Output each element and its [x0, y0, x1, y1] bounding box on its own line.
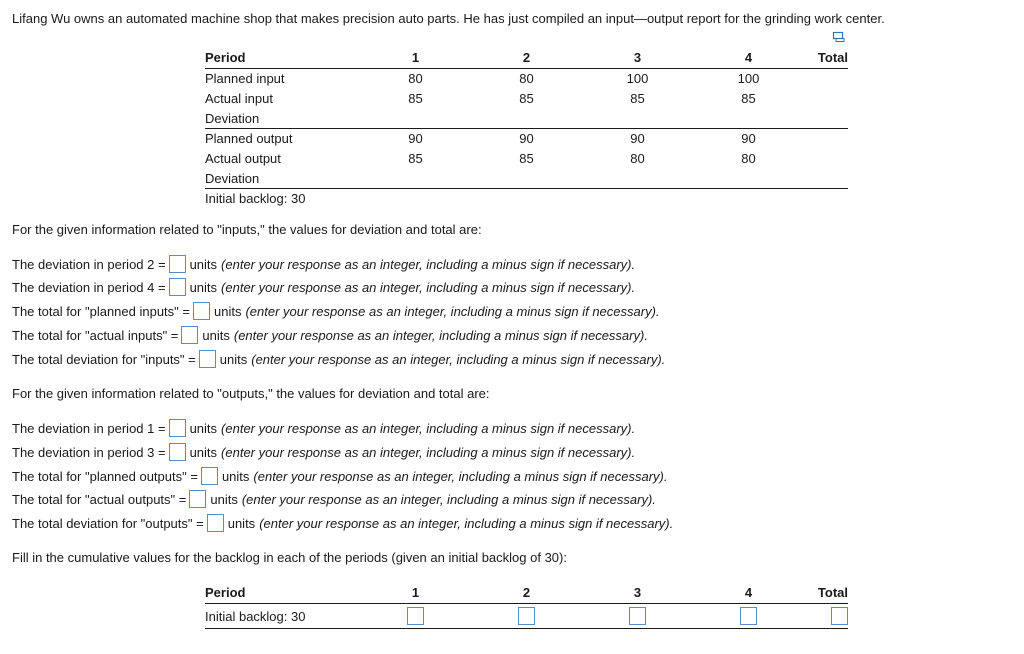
copy-icon[interactable]: [832, 30, 846, 44]
units-label: units: [189, 256, 218, 272]
row-label: Deviation: [205, 168, 360, 188]
cell: [693, 168, 804, 188]
cell: [804, 89, 848, 109]
question-label: The deviation in period 3 =: [12, 444, 166, 460]
cell: [471, 604, 582, 629]
cell: [693, 604, 804, 629]
header-total: Total: [804, 46, 848, 69]
question-label: The total for "actual inputs" =: [12, 327, 179, 343]
hint-text: (enter your response as an integer, including a minus sign if necessary).: [241, 491, 656, 507]
backlog-input-period-2[interactable]: [518, 607, 535, 625]
cell: [471, 168, 582, 188]
backlog-input-period-1[interactable]: [407, 607, 424, 625]
cell: 90: [630, 131, 645, 147]
header-period-4: 4: [693, 581, 804, 604]
cell: [471, 189, 582, 209]
question-label: The total deviation for "inputs" =: [12, 351, 196, 367]
units-label: units: [210, 491, 238, 507]
cell: 85: [408, 91, 423, 107]
units-label: units: [189, 444, 218, 460]
question-row: [12, 418, 635, 438]
answer-input[interactable]: [169, 278, 186, 296]
row-label: Planned output: [205, 131, 293, 147]
question-row: [12, 442, 635, 462]
input-output-table: [205, 46, 848, 209]
cell: [582, 189, 693, 209]
backlog-table: [205, 581, 848, 629]
cell: 90: [408, 131, 423, 147]
units-label: units: [202, 327, 230, 343]
question-row: [12, 489, 656, 509]
cell: [471, 108, 582, 128]
backlog-input-period-3[interactable]: [629, 607, 646, 625]
table-row: [205, 189, 848, 209]
header-period-3: 3: [582, 46, 693, 69]
table-row: [205, 69, 848, 89]
cell: 80: [741, 151, 756, 167]
cell: 80: [630, 151, 645, 167]
cell: 90: [519, 131, 534, 147]
units-label: units: [213, 303, 242, 319]
cell: [804, 129, 848, 149]
cell: [693, 108, 804, 128]
question-row: [12, 325, 648, 345]
inputs-intro: For the given information related to "inputs," the values for deviation and total are:: [12, 222, 482, 237]
header-period-2: 2: [471, 581, 582, 604]
answer-input[interactable]: [169, 255, 186, 273]
table-row: [205, 108, 848, 128]
table-header-row: [205, 46, 848, 69]
cell: 85: [408, 151, 423, 167]
hint-text: (enter your response as an integer, including a minus sign if necessary).: [259, 515, 674, 531]
answer-input[interactable]: [169, 419, 186, 437]
cell: [804, 168, 848, 188]
row-label: Planned input: [205, 71, 285, 87]
question-label: The deviation in period 1 =: [12, 420, 166, 436]
cell: 85: [519, 91, 534, 107]
question-row: [12, 349, 665, 369]
cell: 85: [630, 91, 645, 107]
cell: [360, 189, 471, 209]
answer-input[interactable]: [189, 490, 206, 508]
question-label: The total for "actual outputs" =: [12, 491, 187, 507]
hint-text: (enter your response as an integer, including a minus sign if necessary).: [251, 351, 666, 367]
header-period-1: 1: [360, 581, 471, 604]
hint-text: (enter your response as an integer, including a minus sign if necessary).: [245, 303, 660, 319]
header-period: Period: [205, 581, 360, 604]
backlog-intro: Fill in the cumulative values for the backlog in each of the periods (given an initial backlog of 30):: [12, 550, 567, 565]
units-label: units: [189, 279, 218, 295]
units-label: units: [221, 468, 250, 484]
cell: [360, 108, 471, 128]
units-label: units: [189, 420, 218, 436]
cell: [804, 108, 848, 128]
hint-text: (enter your response as an integer, including a minus sign if necessary).: [221, 420, 636, 436]
cell: [804, 69, 848, 89]
header-period-1: 1: [360, 46, 471, 69]
question-label: The total for "planned inputs" =: [12, 303, 190, 319]
answer-input[interactable]: [181, 326, 198, 344]
question-row: [12, 301, 660, 321]
header-period-2: 2: [471, 46, 582, 69]
cell: [804, 189, 848, 209]
cell: 80: [519, 71, 534, 87]
row-label: Initial backlog: 30: [205, 191, 306, 207]
cell: 100: [737, 71, 760, 87]
units-label: units: [227, 515, 256, 531]
hint-text: (enter your response as an integer, including a minus sign if necessary).: [221, 444, 636, 460]
cell: [804, 604, 848, 629]
question-label: The total for "planned outputs" =: [12, 468, 198, 484]
cell: [582, 604, 693, 629]
table-header-row: [205, 581, 848, 604]
cell: 80: [408, 71, 423, 87]
cell: [360, 168, 471, 188]
question-row: [12, 277, 635, 297]
table-row: [205, 168, 848, 188]
hint-text: (enter your response as an integer, including a minus sign if necessary).: [233, 327, 648, 343]
question-label: The deviation in period 4 =: [12, 279, 166, 295]
hint-text: (enter your response as an integer, including a minus sign if necessary).: [221, 279, 636, 295]
cell: 90: [741, 131, 756, 147]
table-row: [205, 89, 848, 109]
header-period-3: 3: [582, 581, 693, 604]
answer-input[interactable]: [201, 467, 218, 485]
row-label: Actual output: [205, 151, 281, 167]
hint-text: (enter your response as an integer, including a minus sign if necessary).: [253, 468, 668, 484]
question-label: The deviation in period 2 =: [12, 256, 166, 272]
question-row: [12, 513, 673, 533]
cell: [693, 189, 804, 209]
answer-input[interactable]: [169, 443, 186, 461]
table-row: [205, 129, 848, 149]
cell: [360, 604, 471, 629]
answer-input[interactable]: [193, 302, 210, 320]
backlog-input-total[interactable]: [831, 607, 848, 625]
answer-input[interactable]: [199, 350, 216, 368]
table-row: [205, 149, 848, 169]
backlog-input-period-4[interactable]: [740, 607, 757, 625]
problem-statement: Lifang Wu owns an automated machine shop that makes precision auto parts. He has just compiled an input—output report for the grinding work center.: [12, 11, 885, 26]
table-row: [205, 604, 848, 629]
row-label: Deviation: [205, 108, 360, 128]
question-row: [12, 466, 667, 486]
row-label: Actual input: [205, 91, 273, 107]
question-label: The total deviation for "outputs" =: [12, 515, 204, 531]
cell: [582, 108, 693, 128]
cell: [582, 168, 693, 188]
answer-input[interactable]: [207, 514, 224, 532]
units-label: units: [219, 351, 248, 367]
question-row: [12, 254, 635, 274]
outputs-intro: For the given information related to "outputs," the values for deviation and total are:: [12, 386, 490, 401]
cell: [804, 149, 848, 169]
cell: 85: [741, 91, 756, 107]
hint-text: (enter your response as an integer, including a minus sign if necessary).: [221, 256, 636, 272]
header-total: Total: [804, 581, 848, 604]
cell: 100: [626, 71, 649, 87]
cell: 85: [519, 151, 534, 167]
header-period-4: 4: [693, 46, 804, 69]
row-label: Initial backlog: 30: [205, 604, 360, 629]
header-period: Period: [205, 46, 360, 69]
